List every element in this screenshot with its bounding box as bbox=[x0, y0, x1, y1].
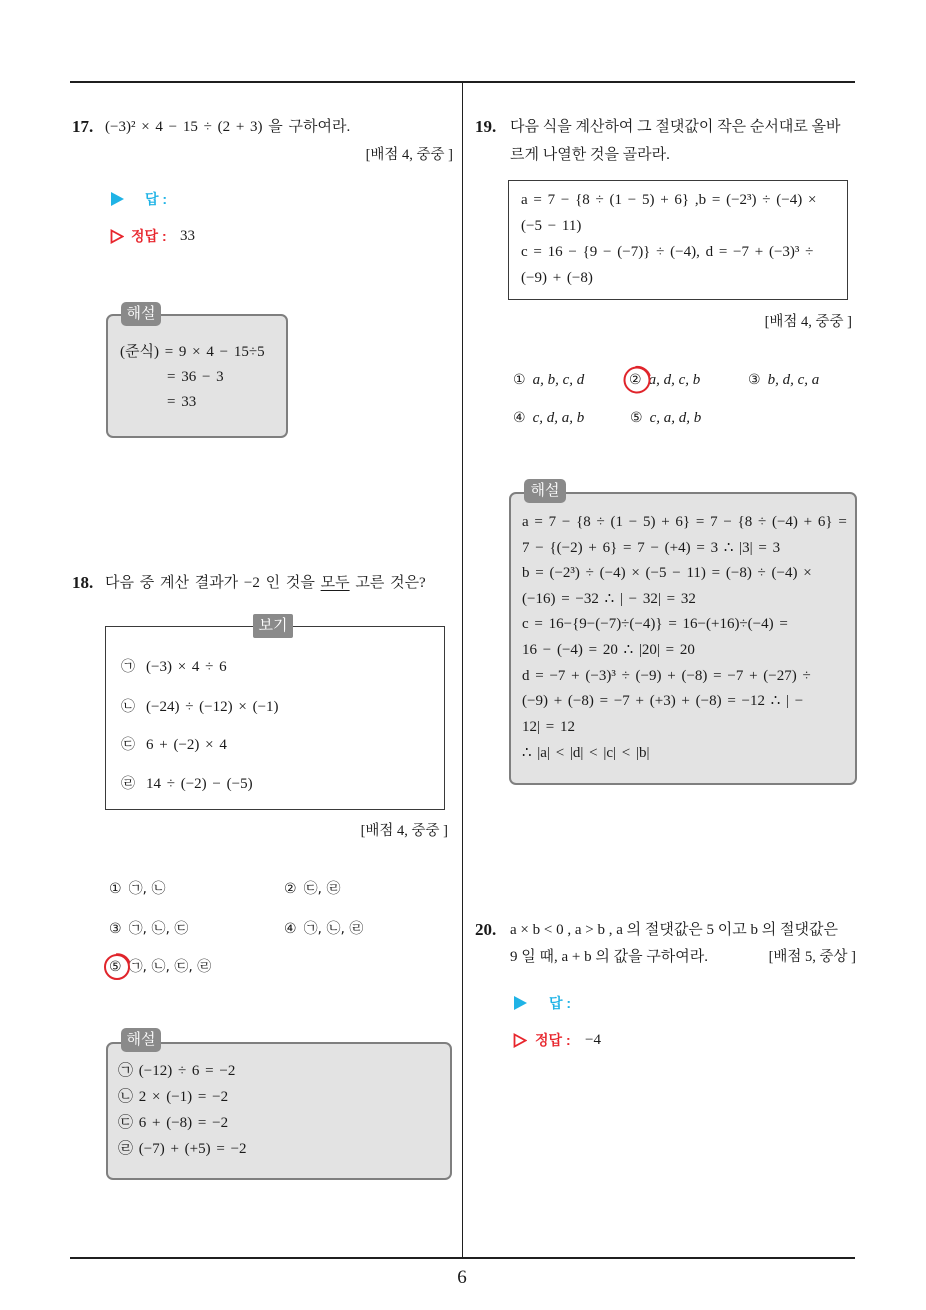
explanation-line: c = 16−{9−(−7)÷(−4)} = 16−(+16)÷(−4) = bbox=[522, 616, 788, 632]
example-box-label: 보기 bbox=[253, 614, 293, 638]
explanation-line: b = (−2³) ÷ (−4) × (−5 − 11) = (−8) ÷ (−4) × bbox=[522, 565, 812, 581]
choice-marker: ④ bbox=[284, 921, 297, 937]
explanation-line: d = −7 + (−3)³ ÷ (−9) + (−8) = −7 + (−27) ÷ bbox=[522, 668, 811, 684]
example-item-marker: ㉠ bbox=[121, 659, 135, 675]
correct-arrow-icon bbox=[110, 229, 124, 244]
choice-marker: ⑤ bbox=[109, 959, 122, 975]
explanation-box bbox=[509, 482, 857, 785]
expression-line: (−5 − 11) bbox=[521, 218, 582, 234]
explanation-line: 16 − (−4) = 20 ∴ |20| = 20 bbox=[522, 642, 695, 658]
choice-item bbox=[284, 880, 340, 898]
problem-question: 르게 나열한 것을 골라라. bbox=[510, 147, 670, 163]
choice-text: a, d, c, b bbox=[648, 372, 701, 388]
footer-rule bbox=[70, 1257, 855, 1259]
problem-question: a × b < 0 , a > b , a 의 절댓값은 5 이고 b 의 절댓값은 bbox=[510, 922, 838, 938]
explanation-line: ㉠ (−12) ÷ 6 = −2 bbox=[118, 1063, 236, 1079]
explanation-line: 7 − {(−2) + 6} = 7 − (+4) = 3 ∴ |3| = 3 bbox=[522, 540, 781, 556]
explanation-line: (−16) = −32 ∴ | − 32| = 32 bbox=[522, 591, 696, 607]
choice-marker: ⑤ bbox=[630, 410, 643, 426]
explanation-line: (−9) + (−8) = −7 + (+3) + (−8) = −12 ∴ | − bbox=[522, 693, 804, 709]
answer-circle-mark bbox=[622, 365, 652, 395]
explanation-line: 12| = 12 bbox=[522, 719, 575, 735]
score-info: [배점 5, 중상 ] bbox=[768, 949, 856, 965]
choice-item bbox=[284, 920, 363, 938]
problem-question bbox=[105, 574, 426, 592]
example-item-marker: ㉡ bbox=[121, 699, 135, 715]
problem-question: (−3)² × 4 − 15 ÷ (2 + 3) 을 구하여라. bbox=[105, 119, 351, 135]
expression-line: (−9) + (−8) bbox=[521, 270, 593, 286]
choice-marker: ③ bbox=[748, 372, 761, 388]
correct-answer-value: 33 bbox=[180, 228, 195, 244]
score-info: [배점 4, 중중 ] bbox=[365, 147, 453, 163]
explanation-line: a = 7 − {8 ÷ (1 − 5) + 6} = 7 − {8 ÷ (−4) + 6} = bbox=[522, 514, 847, 530]
choice-marker: ④ bbox=[513, 410, 526, 426]
expression-line: a = 7 − {8 ÷ (1 − 5) + 6} ,b = (−2³) ÷ (−4) × bbox=[521, 192, 817, 208]
choice-text: ㉠, ㉡, ㉣ bbox=[303, 921, 364, 937]
question-text: 다음 중 계산 결과가 −2 인 것을 bbox=[105, 575, 315, 591]
explanation-line: = 33 bbox=[167, 394, 197, 410]
choice-marker: ② bbox=[284, 881, 297, 897]
choice-text: ㉠, ㉡, ㉢, ㉣ bbox=[128, 959, 212, 975]
choice-text: ㉢, ㉣ bbox=[303, 881, 341, 897]
choice-item bbox=[748, 371, 819, 389]
choice-marker: ② bbox=[629, 372, 642, 388]
column-divider bbox=[462, 82, 463, 1258]
example-item-marker: ㉣ bbox=[121, 776, 135, 792]
correct-answer-label: 정답 : bbox=[131, 228, 167, 244]
choice-marker: ① bbox=[513, 372, 526, 388]
choice-text: ㉠, ㉡ bbox=[128, 881, 166, 897]
explanation-line: ㉢ 6 + (−8) = −2 bbox=[118, 1115, 229, 1131]
explanation-line: = 36 − 3 bbox=[167, 369, 224, 385]
problem-question: 다음 식을 계산하여 그 절댓값이 작은 순서대로 올바 bbox=[510, 119, 841, 135]
explanation-line: ∴ |a| < |d| < |c| < |b| bbox=[522, 745, 650, 761]
correct-answer-label: 정답 : bbox=[535, 1032, 571, 1048]
expression-line: c = 16 − {9 − (−7)} ÷ (−4), d = −7 + (−3)³ ÷ bbox=[521, 244, 814, 260]
example-item-expression: 14 ÷ (−2) − (−5) bbox=[146, 776, 253, 792]
page-number: 6 bbox=[457, 1267, 467, 1288]
example-item-expression: (−3) × 4 ÷ 6 bbox=[146, 659, 227, 675]
choice-item bbox=[630, 409, 701, 427]
choice-item bbox=[109, 920, 188, 938]
answer-label: 답 : bbox=[549, 995, 572, 1011]
score-info: [배점 4, 중중 ] bbox=[764, 314, 852, 330]
problem-number: 19. bbox=[475, 117, 497, 136]
choice-text: a, b, c, d bbox=[532, 372, 585, 388]
explanation-box bbox=[106, 1031, 452, 1180]
problem-number: 20. bbox=[475, 920, 497, 939]
example-item-expression: 6 + (−2) × 4 bbox=[146, 737, 227, 753]
choice-item bbox=[513, 371, 584, 389]
question-text: 고른 것은? bbox=[355, 575, 426, 591]
expression-box bbox=[508, 180, 848, 300]
explanation-label: 해설 bbox=[121, 1028, 161, 1052]
correct-answer-value: −4 bbox=[585, 1032, 601, 1048]
score-info: [배점 4, 중중 ] bbox=[360, 823, 448, 839]
choice-item bbox=[513, 409, 584, 427]
problem-number: 18. bbox=[72, 573, 94, 592]
choice-text: ㉠, ㉡, ㉢ bbox=[128, 921, 189, 937]
choice-text: b, d, c, a bbox=[767, 372, 820, 388]
explanation-line: ㉣ (−7) + (+5) = −2 bbox=[118, 1141, 247, 1157]
question-emphasis: 모두 bbox=[320, 575, 350, 591]
example-item-marker: ㉢ bbox=[121, 737, 135, 753]
answer-label: 답 : bbox=[145, 191, 168, 207]
example-box bbox=[105, 617, 445, 810]
explanation-label: 해설 bbox=[121, 302, 161, 326]
explanation-line: (준식) = 9 × 4 − 15÷5 bbox=[120, 344, 265, 360]
choice-item bbox=[109, 880, 165, 898]
problem-question: 9 일 때, a + b 의 값을 구하여라. bbox=[510, 949, 709, 965]
explanation-label: 해설 bbox=[524, 479, 566, 503]
problem-number: 17. bbox=[72, 117, 94, 136]
choice-text: c, d, a, b bbox=[532, 410, 585, 426]
answer-arrow-icon bbox=[514, 996, 527, 1010]
choice-marker: ③ bbox=[109, 921, 122, 937]
answer-arrow-icon bbox=[111, 192, 124, 206]
choice-text: c, a, d, b bbox=[649, 410, 702, 426]
explanation-box bbox=[106, 305, 288, 438]
example-item-expression: (−24) ÷ (−12) × (−1) bbox=[146, 699, 279, 715]
choice-marker: ① bbox=[109, 881, 122, 897]
explanation-line: ㉡ 2 × (−1) = −2 bbox=[118, 1089, 229, 1105]
answer-circle-mark bbox=[102, 952, 132, 982]
correct-arrow-icon bbox=[513, 1033, 527, 1048]
